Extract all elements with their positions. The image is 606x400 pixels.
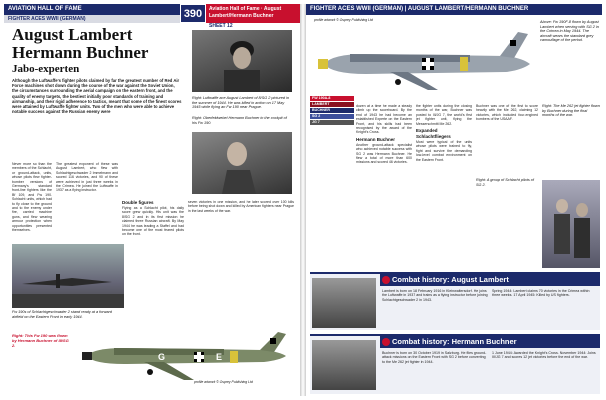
airfield-photo: [12, 244, 124, 308]
magazine-spread: [4, 4, 602, 396]
fw190-profile-artwork: [74, 322, 294, 388]
legend-label: LAMBERT: [312, 102, 330, 106]
legend-label: FW 190A-8: [312, 96, 331, 100]
legend-row: [310, 120, 354, 125]
lambert-combat-photo: [312, 278, 376, 328]
pilots-photo: [542, 180, 600, 268]
body-column-3-text: Flying as a Schlacht pilot, his daily score grew quickly. His unit was the 8/SG 2 and in its first mission he claimed three Russian aircraft. By May 1944 he was leading a Staffel and had become one of the most feared pilots on the front.: [122, 206, 184, 237]
sheet-number: SHEET 12: [209, 23, 233, 29]
page-subtitle: Jabo-experten: [12, 63, 80, 75]
right-plane-caption: Above: Fw 190F-8 flown by August Lambert when serving with SG 2 in the Crimea in May 1944. The aircraft wears the standard grey camouflage of the period.: [540, 20, 599, 43]
legend-label: SG 2: [312, 114, 321, 118]
combat-history-lambert-left: Lambert is born on 18 February 1916 in Kleinwaltersdorf. He joins the Luftwaffe in 1937 and trains as a flying instructor before joining Schlachtgeschwader 2 in 1943.: [382, 289, 488, 302]
right-column-1-text: dozen at a time he made a steady climb up the scoreboard. By the end of 1943 he had become an established Experte on the Eastern Front, and his skills had been recognised by the award of the Knight's Cross.: [356, 104, 412, 135]
category-ribbon: FIGHTER ACES WWII (GERMAN): [4, 15, 180, 23]
intro-paragraph: Although the Luftwaffe's fighter pilots claimed by far the greatest number of Red Air Force machines shot down during the course of the war against the Soviet Union, the circumstances surrounding the aerial campaign on the eastern front, and the quality of enemy targets, the bestiest initially poor standards of training and airmanship, and their rigid adherence to tactics, meant that some of the finest scores were attained by Luftwaffe fighter units. Two of the men who were able to achieve notable success against the Russian enemy were: [12, 78, 182, 115]
combat-history-lambert-title: Combat history: August Lambert: [380, 274, 600, 286]
buchner-combat-photo: [312, 340, 376, 390]
body-column-3-heading: Double figures: [122, 200, 154, 205]
legend-label: JG 7: [312, 120, 320, 124]
page-title: August Lambert Hermann Buchner: [12, 25, 149, 62]
legend-row: [310, 96, 354, 101]
section-header: AVIATION HALL OF FAME: [4, 4, 300, 15]
sub-heading-box: Aviation Hall of Fame · August Lambert/Hermann Buchner: [206, 4, 300, 23]
right-plane-credit: profile artwork © Osprey Publishing Ltd: [314, 18, 373, 22]
body-column-2: The greatest exponent of these was August Lambert, who flew with Schlachtgeschwader 2 Immelmann and scored 116 victories, and 90 of these were achieved in just three weeks in the Crimea. He joined the Luftwaffe in 1937 as a flying instructor.: [56, 162, 118, 193]
airfield-caption: Fw 190s of Schlachtgeschwader 2 stand ready at a forward airfield on the Eastern Front in early 1944.: [12, 310, 112, 319]
page-number: 390: [180, 4, 206, 23]
combat-history-buchner-left: Buchner is born on 30 October 1919 in Salzburg. He flies ground-attack missions on the Eastern Front with SG 2 before converting to the Me 262 jet fighter in 1944.: [382, 351, 487, 364]
right-page: [306, 4, 602, 396]
legend-row: [310, 108, 354, 113]
combat-history-buchner: [310, 334, 600, 394]
legend-table: [310, 96, 354, 126]
right-column-2-text: the fighter units during the closing months of the war, Buchner was posted to III/JG 7, the world's first jet fighter unit, flying the Messerschmitt Me 262.: [416, 104, 472, 126]
combat-history-lambert: [310, 272, 600, 330]
body-column-3: [122, 200, 184, 320]
body-column-1: Never more so than the members of the Schlacht, or ground-attack, units, whose pilots flew fighter-bomber versions of Germany's standard front-line fighters like the Bf 109, and Fw 190. Schlacht units, which had to fly close to the ground and to the enemy under fire, carried machine guns, and flew wearing armour protection when opportunities presented themselves.: [12, 162, 52, 233]
svg-text:G: G: [158, 352, 166, 362]
right-column-1-text-b: Another ground-attack specialist who achieved notable success with SG 2 was Hermann Buchner. He flew a total of more than 600 missions and scored 46 victories.: [356, 142, 412, 165]
combat-history-buchner-title: Combat history: Hermann Buchner: [380, 336, 600, 348]
right-column-2: [416, 104, 472, 279]
legend-row: [310, 102, 354, 107]
lambert-portrait: [192, 30, 292, 92]
right-column-3-caption: Right: The Me 262 jet fighter flown by Buchner during the final months of the war.: [542, 104, 600, 118]
buchner-portrait: [192, 132, 292, 194]
right-column-1-heading: Hermann Buchner: [356, 136, 396, 142]
legend-label: BUCHNER: [312, 108, 330, 112]
plane-caption: Right: This Fw 190 was flown by Hermann Buchner of III/SG 2.: [12, 333, 69, 348]
right-column-2-text-b: Most were typical of the units whose pilots were trained to fly, fight and survive the demanding low-level combat environment on the Eastern Front.: [416, 140, 472, 162]
pilots-photo-caption: Right: A group of Schlacht pilots of SG 2.: [476, 178, 534, 187]
portrait2-caption: Right: Oberfeldwebel Hermann Buchner in the cockpit of his Fw 190.: [192, 116, 287, 125]
right-column-1: [356, 104, 412, 279]
combat-history-lambert-right: Spring 1944: Lambert claims 70 victories in the Crimea within three weeks. 17 April 1945: Killed by US fighters.: [492, 289, 590, 298]
plane-credit: profile artwork © Osprey Publishing Ltd: [194, 380, 253, 384]
right-section-header: FIGHTER ACES WWII (GERMAN) | AUGUST LAMBERT/HERMANN BUCHNER: [306, 4, 602, 15]
body-column-4: seven victories in one mission, and he later scored over 100 kills before being shot down and killed by American fighters near Prague in the last weeks of the war.: [188, 200, 294, 213]
right-column-2-heading: Expanded Schlachtfliegers: [416, 128, 451, 140]
legend-row: [310, 114, 354, 119]
left-page: [4, 4, 300, 396]
portrait1-caption: Right: Luftwaffe ace August Lambert of 8/SG 2 pictured in the summer of 1944. He was killed in action on 17 May 1945 while flying an Fw 190 near Prague.: [192, 96, 289, 110]
fw190f-profile-artwork: [310, 18, 538, 98]
right-column-3: Buchner was one of the first to score heavily with the Me 262, claiming 12 victories, which included four-engined bombers of the USAAF.: [476, 104, 538, 122]
svg-text:E: E: [216, 352, 223, 362]
combat-history-buchner-right: 1 June 1944: Awarded the Knight's Cross. November 1944: Joins III/JG 7 and scores 12 jet victories before the end of the war.: [492, 351, 596, 360]
